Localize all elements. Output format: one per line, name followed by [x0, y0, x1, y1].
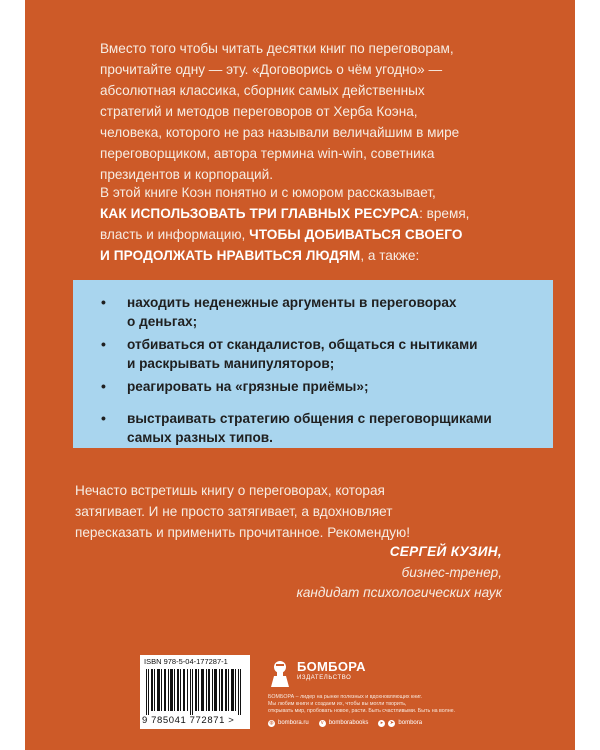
benefit-line: о деньгах; — [127, 314, 198, 329]
benefit-line: самых разных типов. — [127, 430, 273, 445]
review-paragraph — [75, 480, 505, 543]
intro-line: прочитайте одну — эту. «Договорись о чём угодно» — — [100, 62, 443, 77]
barcode — [140, 655, 250, 729]
bullet-marker: • — [101, 378, 106, 394]
intro-line: переговорщиком, автора термина win-win, советника — [100, 146, 435, 161]
youtube-icon: ▸ — [378, 720, 385, 727]
review-line: пересказать и применить прочитанное. Рекомендую! — [75, 525, 411, 540]
reviewer-name: СЕРГЕЙ КУЗИН, — [389, 544, 502, 559]
summary-emphasis: ЧТОБЫ ДОБИВАТЬСЯ СВОЕГО — [249, 227, 463, 242]
vk-link[interactable]: bomborabooks — [328, 720, 369, 726]
bombora-logo-icon — [268, 660, 292, 688]
telegram-link[interactable]: bombora — [398, 720, 423, 726]
barcode-bars — [146, 669, 244, 715]
bullet-marker: • — [101, 294, 106, 310]
review-line: Нечасто встретишь книгу о переговорах, которая — [75, 483, 385, 498]
reviewer-degree: кандидат психологических наук — [296, 585, 502, 600]
benefit-text — [127, 377, 527, 396]
benefit-line: выстраивать стратегию общения с переговорщиками — [127, 411, 492, 426]
benefit-text — [127, 335, 527, 373]
summary-line — [100, 203, 530, 224]
benefits-box — [73, 280, 553, 448]
reviewer-role: бизнес-тренер, — [401, 565, 502, 580]
intro-line: президентов и корпораций. — [100, 167, 274, 182]
benefit-line: и раскрывать манипуляторов; — [127, 356, 335, 371]
summary-line — [100, 224, 530, 245]
summary-paragraph — [100, 182, 530, 266]
benefit-line: отбиваться от скандалистов, общаться с нытиками — [127, 337, 478, 352]
summary-line — [100, 245, 530, 266]
vk-icon: v — [319, 720, 326, 727]
benefit-text — [127, 293, 527, 331]
intro-line: абсолютная классика, сборник самых действенных — [100, 83, 425, 98]
telegram-icon: ➤ — [389, 719, 394, 726]
site-link[interactable]: bombora.ru — [278, 720, 309, 726]
isbn-label: ISBN 978-5-04-177287-1 — [144, 657, 228, 666]
intro-line: человека, которого не раз называли величайшим в мире — [100, 125, 460, 140]
benefit-text — [127, 409, 527, 447]
summary-text: власть и информацию, — [100, 227, 250, 242]
summary-line: В этой книге Коэн понятно и с юмором рассказывает, — [100, 185, 436, 200]
intro-line: стратегий и методов переговоров от Херба Коэна, — [100, 104, 418, 119]
publisher-blurb — [268, 694, 498, 716]
summary-text: : время, — [419, 206, 470, 221]
summary-text: , а также: — [360, 248, 420, 263]
summary-emphasis: КАК ИСПОЛЬЗОВАТЬ ТРИ ГЛАВНЫХ РЕСУРСА — [100, 206, 420, 221]
publisher-name: БОМБОРА — [297, 659, 366, 674]
benefit-line: реагировать на «грязные приёмы»; — [127, 379, 369, 394]
blurb-line: БОМБОРА – лидер на рынке полезных и вдохновляющих книг. — [268, 694, 423, 700]
globe-icon: ◍ — [269, 719, 274, 726]
barcode-digits: 9 785041 772871 > — [142, 715, 235, 726]
bullet-marker: • — [101, 336, 106, 352]
publisher-subtitle: ИЗДАТЕЛЬСТВО — [297, 675, 352, 681]
blurb-line: открывать мир, пробовать новое, расти. Быть счастливыми. Быть на волне. — [268, 708, 456, 715]
summary-emphasis: И ПРОДОЛЖАТЬ НРАВИТЬСЯ ЛЮДЯМ — [100, 248, 361, 263]
blurb-line: Мы любим книги и создаем их, чтобы вы могли творить, — [268, 701, 407, 708]
benefit-line: находить неденежные аргументы в переговорах — [127, 295, 457, 310]
intro-line: Вместо того чтобы читать десятки книг по переговорам, — [100, 41, 454, 56]
review-line: затягивает. И не просто затягивает, а вдохновляет — [75, 504, 393, 519]
publisher-socials — [268, 718, 422, 728]
intro-paragraph — [100, 38, 530, 185]
bullet-marker: • — [101, 410, 106, 426]
